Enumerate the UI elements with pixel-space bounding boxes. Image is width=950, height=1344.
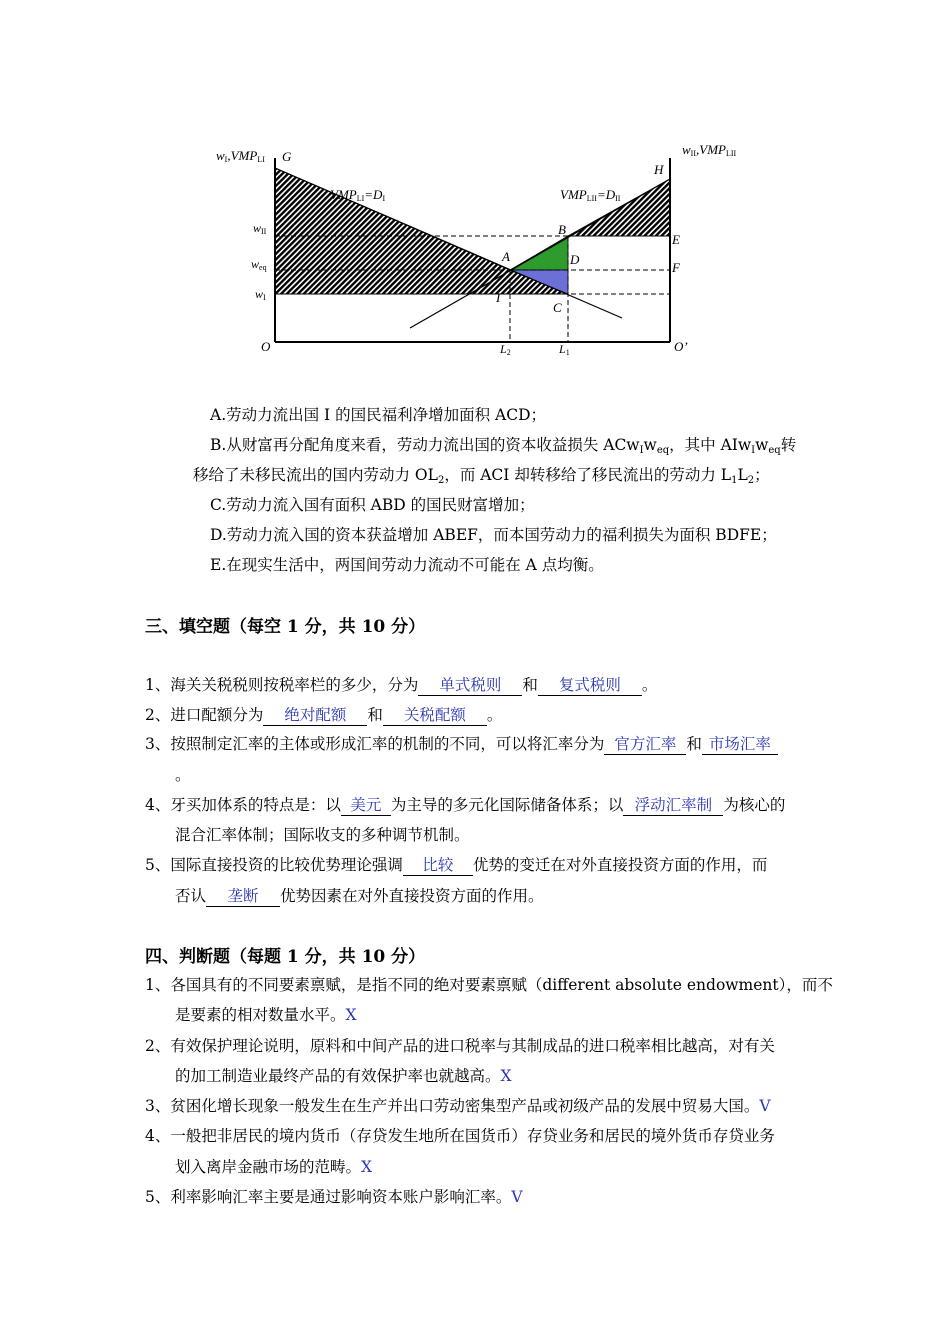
vmp-left-label: VMPLI=DI xyxy=(330,187,386,203)
judge-question-4: 4、一般把非居民的境内货币（存贷发生地所在国货币）存贷业务和居民的境外货币存贷业务 xyxy=(145,1127,775,1145)
answer-blank: 垄断 xyxy=(206,887,280,907)
point-F-label: F xyxy=(672,260,680,275)
labor-migration-diagram xyxy=(200,130,760,370)
answer-blank: 美元 xyxy=(341,796,391,816)
w-I-label: wI xyxy=(255,287,266,302)
fill-question-5: 5、国际直接投资的比较优势理论强调 比较 优势的变迁在对外直接投资方面的作用，而 xyxy=(145,856,768,874)
right-axis-label: wII,VMPLII xyxy=(682,142,737,158)
answer-mark: X xyxy=(345,1006,357,1024)
section3-title: 三、填空题（每空 1 分，共 10 分） xyxy=(145,617,426,637)
option-C: C.劳动力流入国有面积 ABD 的国民财富增加； xyxy=(210,496,535,514)
answer-blank: 比较 xyxy=(403,856,473,876)
w-eq-label: weq xyxy=(251,257,267,272)
judge-question-2-line2: 的加工制造业最终产品的有效保护率也就越高。X xyxy=(175,1067,512,1085)
judge-question-1-line2: 是要素的相对数量水平。X xyxy=(175,1006,357,1024)
answer-blank: 市场汇率 xyxy=(702,735,778,755)
green-triangle-ABD xyxy=(510,236,568,270)
option-D: D.劳动力流入国的资本获益增加 ABEF，而本国劳动力的福利损失为面积 BDFE； xyxy=(210,526,777,544)
fill-question-4: 4、牙买加体系的特点是：以 美元 为主导的多元化国际储备体系；以 浮动汇率制 为核心的 xyxy=(145,796,786,814)
answer-blank: 复式税则 xyxy=(538,676,642,696)
point-C-label: C xyxy=(553,300,562,315)
answer-mark: V xyxy=(759,1097,771,1115)
point-D-label: D xyxy=(570,252,580,267)
point-H-label: H xyxy=(654,162,664,177)
origin-O-prime-label: O’ xyxy=(674,339,688,354)
origin-O-label: O xyxy=(261,339,271,354)
answer-blank: 绝对配额 xyxy=(263,706,367,726)
L1-label: L1 xyxy=(559,342,570,357)
diagram-svg xyxy=(200,130,760,370)
section4-title: 四、判断题（每题 1 分，共 10 分） xyxy=(145,947,426,967)
answer-blank: 关税配额 xyxy=(383,706,487,726)
w-II-label: wII xyxy=(253,221,267,236)
vmp-right-label: VMPLII=DII xyxy=(560,187,621,203)
answer-blank: 官方汇率 xyxy=(604,735,686,755)
answer-mark: V xyxy=(511,1188,523,1206)
point-B-label: B xyxy=(558,222,566,237)
option-B-line2: 移给了未移民流出的国内劳动力 $OL_2$，而 ACI 却转移给了移民流出的劳动力 $L_1L_2$； xyxy=(193,466,770,486)
point-E-label: E xyxy=(672,232,680,247)
fill-question-4-line2: 混合汇率体制；国际收支的多种调节机制。 xyxy=(175,826,470,844)
judge-question-1: 1、各国具有的不同要素禀赋，是指不同的绝对要素禀赋（different absolute endowment），而不 xyxy=(145,976,833,994)
answer-blank: 浮动汇率制 xyxy=(623,796,723,816)
judge-question-3: 3、贫困化增长现象一般发生在生产并出口劳动密集型产品或初级产品的发展中贸易大国。V xyxy=(145,1097,771,1115)
judge-question-4-line2: 划入离岸金融市场的范畴。X xyxy=(175,1158,373,1176)
fill-question-1: 1、海关关税税则按税率栏的多少，分为 单式税则 和 复式税则 。 xyxy=(145,676,658,694)
point-A-label: A xyxy=(502,249,510,264)
answer-mark: X xyxy=(500,1067,512,1085)
option-A: A.劳动力流出国 I 的国民福利净增加面积 ACD； xyxy=(210,406,547,424)
answer-blank: 单式税则 xyxy=(418,676,522,696)
fill-question-3: 3、按照制定汇率的主体或形成汇率的机制的不同，可以将汇率分为 官方汇率 和 市场汇率 xyxy=(145,734,778,755)
point-I-label: I xyxy=(496,290,501,305)
judge-question-5: 5、利率影响汇率主要是通过影响资本账户影响汇率。V xyxy=(145,1188,523,1206)
answer-mark: X xyxy=(361,1158,373,1176)
fill-question-3-end: 。 xyxy=(175,766,191,784)
fill-question-5-line2: 否认 垄断 优势因素在对外直接投资方面的作用。 xyxy=(175,887,544,905)
judge-question-2: 2、有效保护理论说明，原料和中间产品的进口税率与其制成品的进口税率相比越高，对有关 xyxy=(145,1037,775,1055)
option-E: E.在现实生活中，两国间劳动力流动不可能在 A 点均衡。 xyxy=(210,556,604,574)
fill-question-2: 2、进口配额分为 绝对配额 和 关税配额 。 xyxy=(145,706,503,724)
left-axis-label: wI,VMPLI xyxy=(216,148,265,164)
point-G-label: G xyxy=(282,149,292,164)
option-B-line1: B.从财富再分配角度来看，劳动力流出国的资本收益损失 $ACw_Iw_{eq}$，其中 $AIw_Iw_{eq}$转 xyxy=(210,436,797,456)
L2-label: L2 xyxy=(500,342,511,357)
